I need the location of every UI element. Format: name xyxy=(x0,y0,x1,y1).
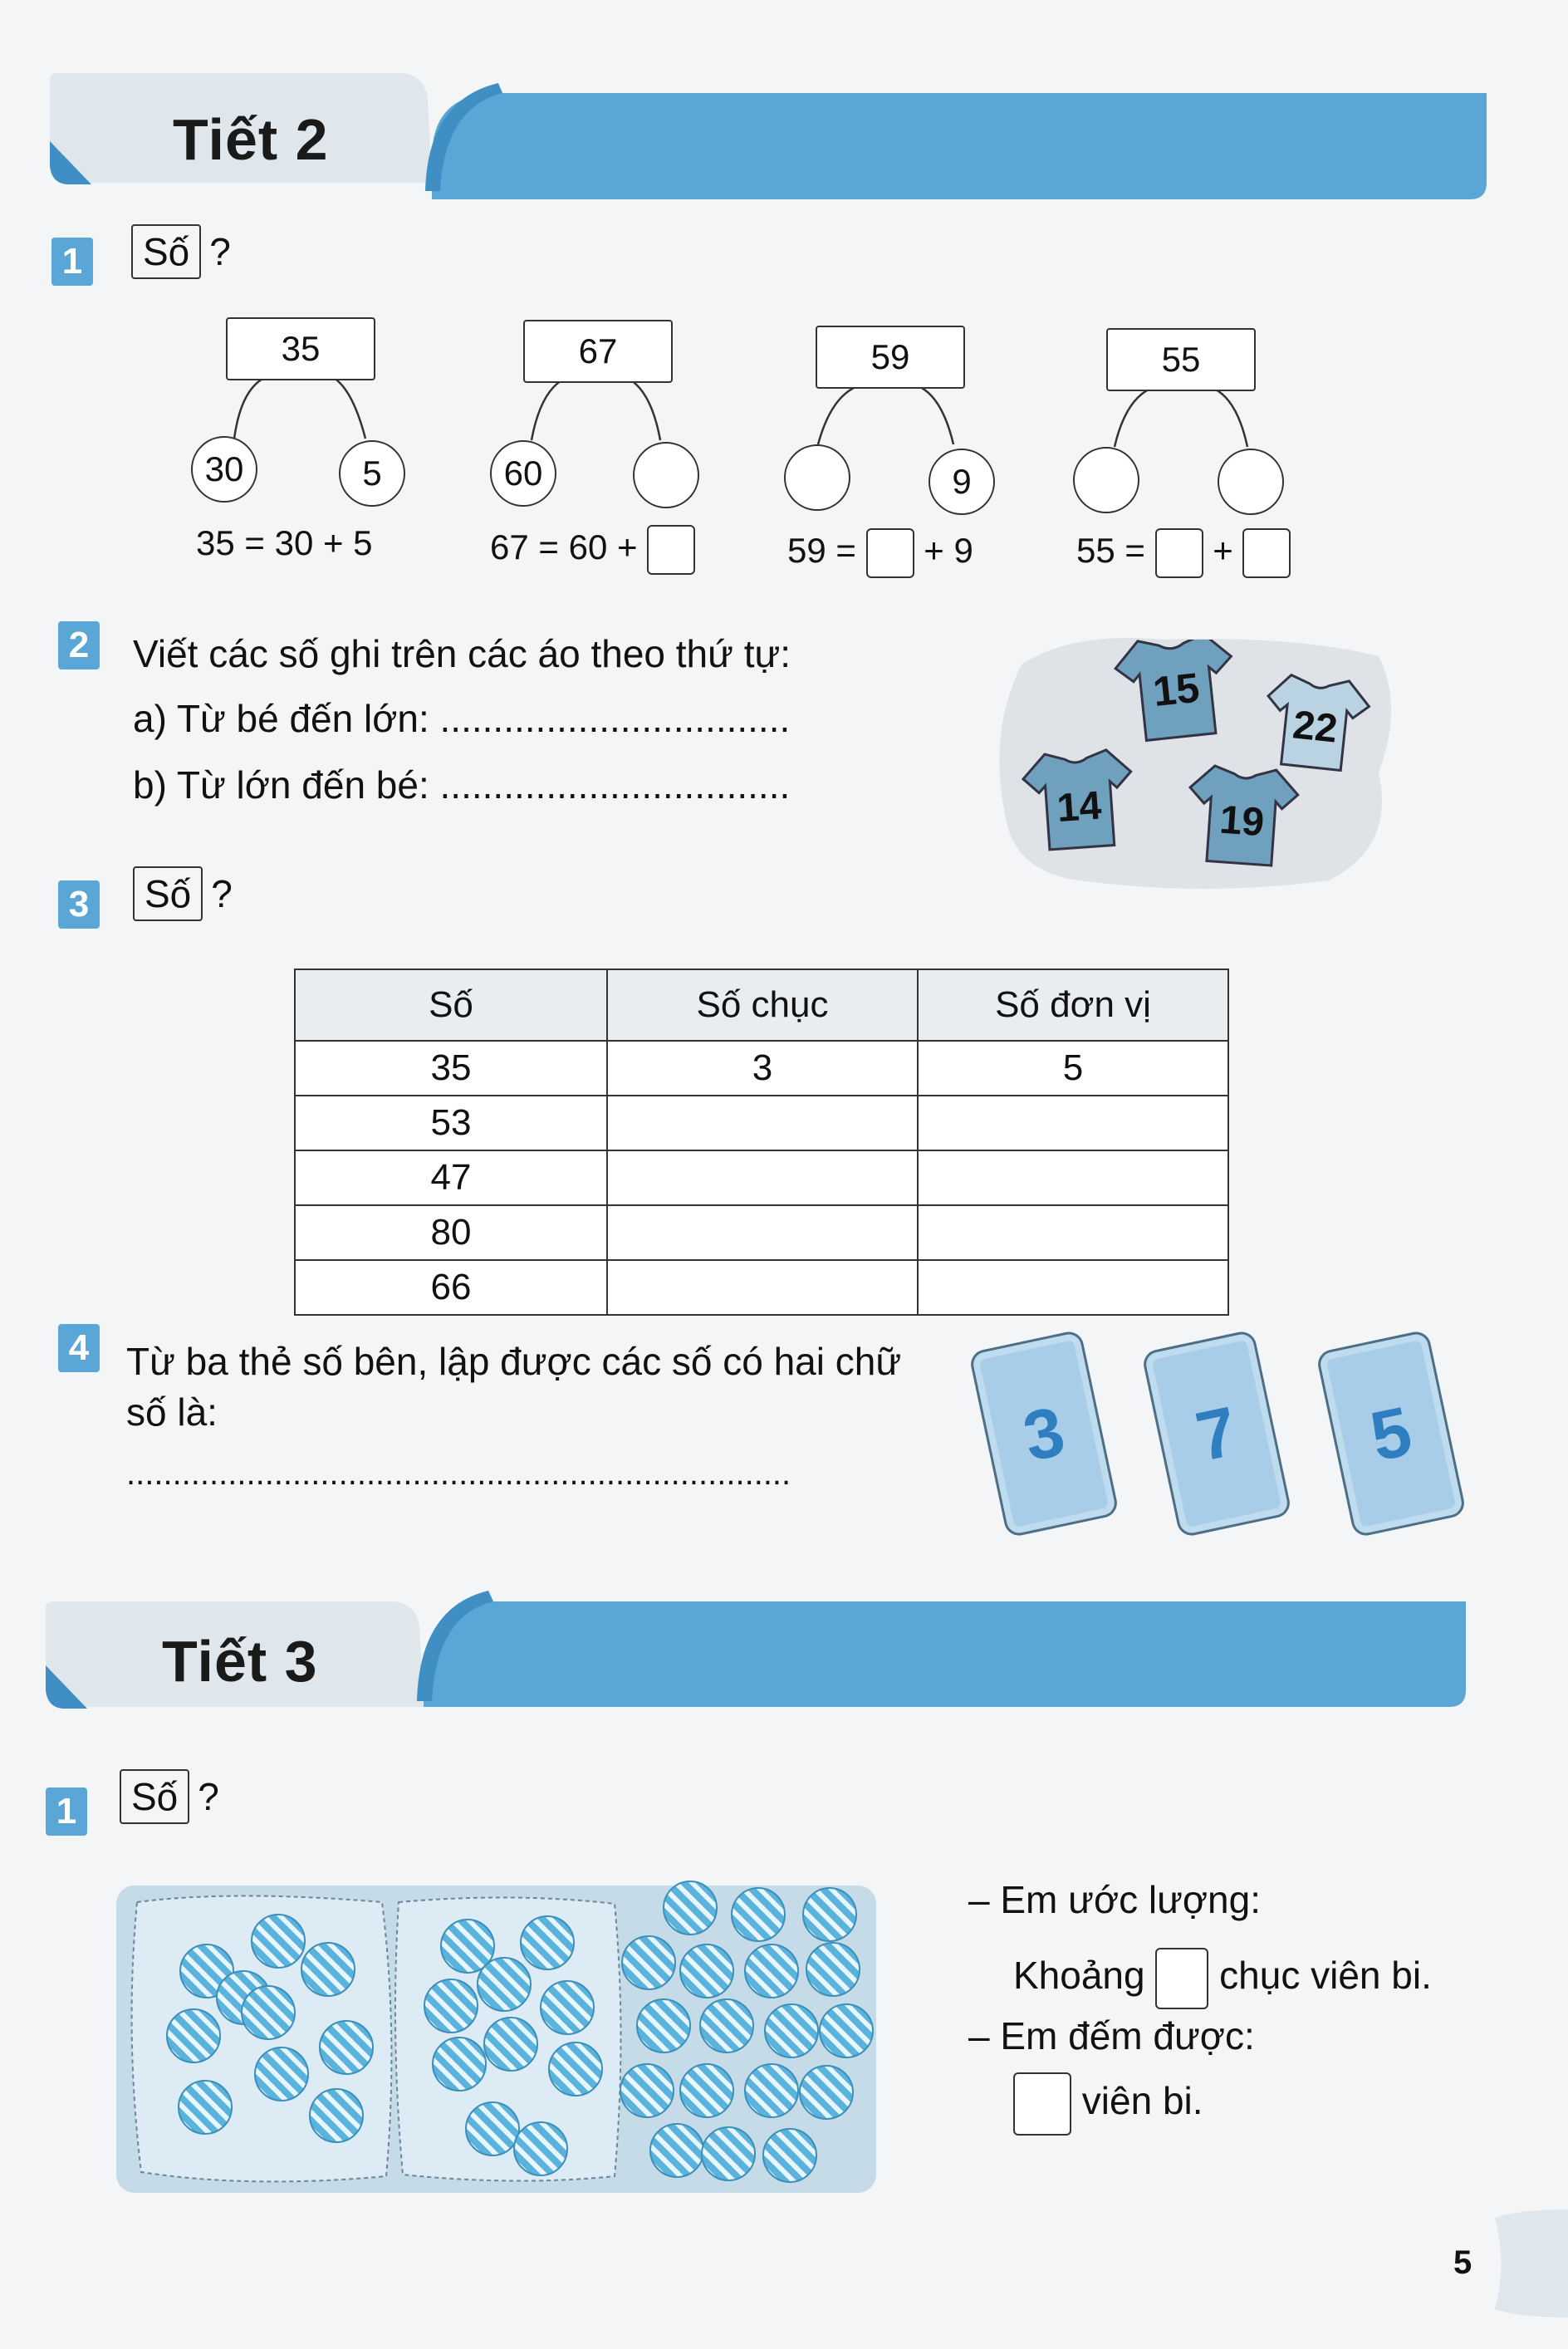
marble-icon xyxy=(513,2121,568,2176)
exercise-number-badge: 2 xyxy=(58,621,100,669)
tree-answer-circle[interactable] xyxy=(1218,449,1284,515)
marble-icon xyxy=(178,2080,233,2135)
table-header: Số xyxy=(295,969,607,1041)
marble-icon xyxy=(819,2003,874,2058)
marble-icon xyxy=(432,2037,487,2092)
number-card: 3 xyxy=(968,1329,1120,1538)
equation-text: 67 = 60 + xyxy=(490,527,638,567)
table-cell: 3 xyxy=(607,1041,918,1096)
count-label: – Em đếm được: xyxy=(968,2014,1255,2057)
exercise-number-badge: 3 xyxy=(58,880,100,929)
marble-icon xyxy=(699,1998,754,2053)
exercise3-heading xyxy=(133,866,233,921)
tree-connectors xyxy=(234,378,1247,447)
table-cell: 47 xyxy=(295,1150,607,1205)
marble-icon xyxy=(663,1881,718,1935)
count-line xyxy=(1013,2072,1203,2136)
marble-icon xyxy=(764,2003,819,2058)
tree-answer-circle[interactable] xyxy=(633,442,699,508)
count-answer-box[interactable] xyxy=(1013,2072,1071,2136)
equation-text: 55 = xyxy=(1076,531,1145,571)
marble-icon xyxy=(166,2008,221,2063)
marble-icon xyxy=(483,2017,538,2072)
table-header-row xyxy=(295,969,1228,1041)
table-answer-cell[interactable] xyxy=(918,1150,1228,1205)
marble-icon xyxy=(424,1979,478,2033)
table-answer-cell[interactable] xyxy=(918,1205,1228,1260)
tree-answer-circle[interactable] xyxy=(784,444,850,511)
lesson3-exercise1-heading xyxy=(120,1769,219,1824)
exercise4-answer-line[interactable]: ........................................................................ xyxy=(126,1455,791,1492)
table-row xyxy=(295,1150,1228,1205)
table-cell: 66 xyxy=(295,1260,607,1315)
marble-icon xyxy=(806,1942,860,1997)
exercise2-prompt: Viết các số ghi trên các áo theo thứ tự: xyxy=(133,632,791,675)
question-mark: ? xyxy=(211,872,233,915)
estimate-text: Khoảng xyxy=(1013,1954,1145,1998)
table-row xyxy=(295,1041,1228,1096)
marble-icon xyxy=(301,1942,355,1997)
lesson3-banner-bar xyxy=(424,1601,1466,1707)
tree-equation xyxy=(787,528,973,578)
table-answer-cell[interactable] xyxy=(918,1260,1228,1315)
question-mark: ? xyxy=(198,1775,219,1818)
estimate-label: – Em ước lượng: xyxy=(968,1878,1262,1921)
answer-box[interactable] xyxy=(1242,528,1291,578)
marble-icon xyxy=(701,2126,756,2181)
marble-icon xyxy=(649,2123,704,2178)
lesson3-title: Tiết 3 xyxy=(162,1629,318,1694)
table-row xyxy=(295,1260,1228,1315)
tree-equation xyxy=(490,525,695,575)
marble-icon xyxy=(731,1887,786,1942)
lesson2-title: Tiết 2 xyxy=(173,107,329,172)
equation-text: 59 = xyxy=(787,531,856,571)
shirts-group xyxy=(1022,640,1387,889)
marble-icon xyxy=(621,1935,676,1990)
marble-icon xyxy=(636,1998,691,2053)
exercise4-line2: số là: xyxy=(126,1390,218,1434)
tree-equation xyxy=(1076,528,1291,578)
count-text: viên bi. xyxy=(1081,2079,1203,2123)
table-answer-cell[interactable] xyxy=(607,1096,918,1150)
answer-box[interactable] xyxy=(647,525,695,575)
table-header: Số đơn vị xyxy=(918,969,1228,1041)
tree-top-box: 55 xyxy=(1106,328,1256,391)
tree-right-circle: 9 xyxy=(929,449,995,515)
exercise2-part-b[interactable]: b) Từ lớn đến bé: ................................. xyxy=(133,763,791,807)
tree-top-box: 59 xyxy=(816,326,965,389)
page-number-tab xyxy=(1495,2209,1568,2317)
marble-icon xyxy=(477,1957,532,2012)
shirt-number: 15 xyxy=(1150,664,1202,716)
shirt-number: 19 xyxy=(1218,797,1266,846)
marble-icon xyxy=(254,2047,309,2101)
marble-icon xyxy=(319,2020,374,2075)
shirt-icon xyxy=(1022,748,1136,851)
table-cell: 5 xyxy=(918,1041,1228,1096)
marble-icon xyxy=(241,1985,296,2040)
table-cell: 53 xyxy=(295,1096,607,1150)
exercise-number-badge: 1 xyxy=(51,238,93,286)
marble-icon xyxy=(465,2101,520,2156)
marble-icon xyxy=(744,2063,799,2118)
shirt-number: 22 xyxy=(1291,703,1340,752)
table-answer-cell[interactable] xyxy=(607,1205,918,1260)
exercise1-heading xyxy=(131,224,231,279)
exercise2-part-a[interactable]: a) Từ bé đến lớn: ................................. xyxy=(133,697,791,740)
estimate-answer-box[interactable] xyxy=(1155,1948,1208,2009)
table-cell: 35 xyxy=(295,1041,607,1096)
tree-top-box: 67 xyxy=(523,320,673,383)
tree-top-box: 35 xyxy=(226,317,375,380)
marble-icon xyxy=(548,2042,603,2096)
marble-icon xyxy=(799,2065,854,2120)
table-answer-cell[interactable] xyxy=(607,1260,918,1315)
equation-text: + xyxy=(1213,531,1233,571)
marble-icon xyxy=(679,1944,734,1998)
estimate-text: chục viên bi. xyxy=(1219,1954,1432,1998)
tree-left-circle: 30 xyxy=(191,436,257,503)
marble-icon xyxy=(744,1944,799,1998)
marble-icon xyxy=(802,1887,857,1942)
tree-right-circle: 5 xyxy=(339,440,405,507)
question-mark: ? xyxy=(209,230,231,273)
exercise-number-badge: 1 xyxy=(46,1787,87,1836)
table-header: Số chục xyxy=(607,969,918,1041)
marble-icon xyxy=(679,2063,734,2118)
marble-icon xyxy=(251,1914,306,1969)
lesson2-banner-bar xyxy=(432,93,1487,199)
shirt-number: 14 xyxy=(1056,783,1103,831)
table-answer-cell[interactable] xyxy=(918,1096,1228,1150)
marble-icon xyxy=(620,2063,674,2118)
so-label-box: Số xyxy=(131,224,201,279)
answer-box[interactable] xyxy=(866,528,914,578)
so-label-box: Số xyxy=(120,1769,189,1824)
table-row xyxy=(295,1205,1228,1260)
tree-answer-circle[interactable] xyxy=(1073,447,1139,513)
table-row xyxy=(295,1096,1228,1150)
estimate-line xyxy=(1013,1948,1432,2009)
equation-text: + 9 xyxy=(924,531,973,571)
exercise4-line1: Từ ba thẻ số bên, lập được các số có hai chữ xyxy=(126,1340,902,1383)
so-label-box: Số xyxy=(133,866,203,921)
table-answer-cell[interactable] xyxy=(607,1150,918,1205)
tree-equation: 35 = 30 + 5 xyxy=(196,523,373,562)
shirt-icon xyxy=(1185,764,1300,867)
tree-left-circle: 60 xyxy=(490,440,556,507)
shirt-icon xyxy=(1262,673,1372,772)
number-card: 5 xyxy=(1316,1329,1467,1538)
answer-box[interactable] xyxy=(1155,528,1203,578)
marble-icon xyxy=(540,1980,595,2035)
marble-icon xyxy=(762,2128,817,2183)
shirt-icon xyxy=(1113,640,1239,743)
exercise-number-badge: 4 xyxy=(58,1324,100,1372)
page-number: 5 xyxy=(1453,2244,1472,2281)
marble-icon xyxy=(309,2088,364,2143)
number-card: 7 xyxy=(1141,1329,1292,1538)
table-cell: 80 xyxy=(295,1205,607,1260)
place-value-table xyxy=(294,969,1229,1316)
marble-icon xyxy=(520,1915,575,1970)
